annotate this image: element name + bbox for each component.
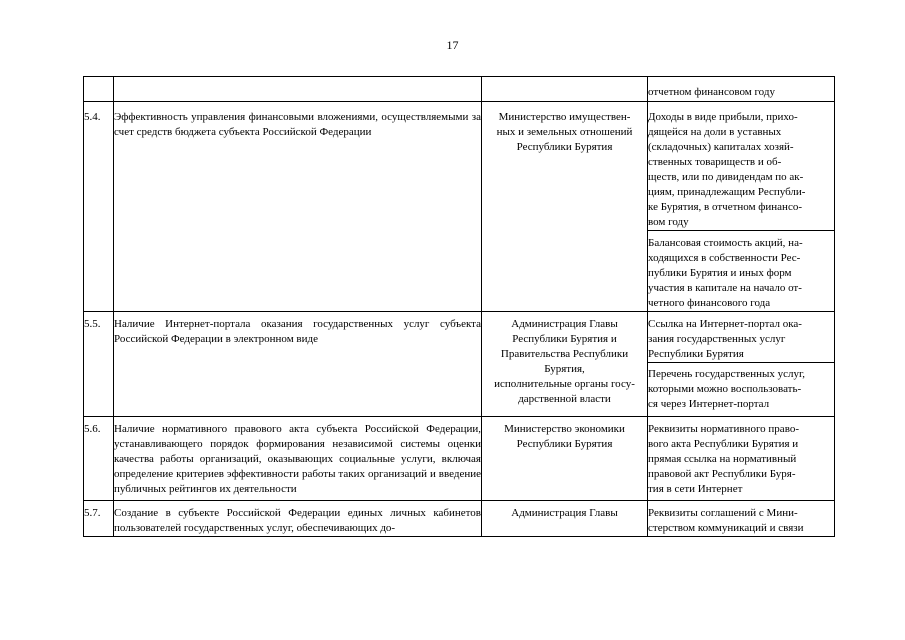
indicators-table [83, 76, 835, 537]
table-row [84, 77, 835, 102]
table-row [84, 102, 835, 231]
indicator-name-cell: Создание в субъекте Российской Федерации единых личных кабинетов пользователей государственных услуг, обеспечивающих до- [114, 501, 482, 537]
indicator-value-cell [648, 417, 835, 501]
indicator-line: вом году [648, 216, 689, 228]
indicator-line: отчетном финансовом году [648, 86, 775, 98]
responsible-org-cell [482, 102, 648, 312]
indicator-line: дящейся на доли в уставных [648, 126, 782, 138]
indicator-value-cell [648, 77, 835, 102]
org-line: дарственной власти [518, 393, 611, 405]
indicator-line: вого акта Республики Бурятия и [648, 438, 799, 450]
indicator-line: (складочных) капиталах хозяй- [648, 141, 794, 153]
indicator-line: стерством коммуникаций и связи [648, 522, 804, 534]
indicator-value-cell [648, 312, 835, 363]
page-number: 17 [446, 38, 459, 52]
indicator-name-cell [114, 77, 482, 102]
org-line: Бурятия, [544, 363, 585, 375]
org-line: Администрация Главы [511, 507, 618, 519]
row-number-cell: 5.5. [84, 312, 114, 417]
org-line: исполнительные органы госу- [494, 378, 635, 390]
indicator-line: прямая ссылка на нормативный [648, 453, 797, 465]
row-number-cell: 5.6. [84, 417, 114, 501]
indicator-value-cell [648, 102, 835, 231]
indicator-line: ке Бурятия, в отчетном финансо- [648, 201, 802, 213]
indicator-line: публики Бурятия и иных форм [648, 267, 792, 279]
indicator-line: Ссылка на Интернет-портал ока- [648, 318, 802, 330]
org-line: Министерство имуществен- [498, 111, 631, 123]
indicator-line: которыми можно воспользовать- [648, 383, 802, 395]
indicator-name-cell: Наличие Интернет-портала оказания государственных услуг субъекта Российской Федерации в электронном виде [114, 312, 482, 417]
org-line: Правительства Республики [500, 348, 629, 360]
org-line: Республики Бурятия и [512, 333, 617, 345]
indicator-line: ся через Интернет-портал [648, 398, 770, 410]
org-line: Администрация Главы [511, 318, 618, 330]
indicator-line: Балансовая стоимость акций, на- [648, 237, 803, 249]
indicator-line: правовой акт Республики Буря- [648, 468, 796, 480]
org-line: Министерство экономики [504, 423, 625, 435]
indicator-line: ществ, или по дивидендам по ак- [648, 171, 804, 183]
indicator-line: циям, принадлежащим Республи- [648, 186, 806, 198]
indicator-line: Республики Бурятия [648, 348, 744, 360]
indicator-line: Реквизиты нормативного право- [648, 423, 799, 435]
indicator-name-cell: Эффективность управления финансовыми вложениями, осуществляемыми за счет средств бюджета субъекта Российской Федерации [114, 102, 482, 312]
org-line: ных и земельных отношений [496, 126, 633, 138]
indicator-value-cell [648, 231, 835, 312]
indicator-line: четного финансового года [648, 297, 771, 309]
org-line: Республики Бурятия [516, 438, 613, 450]
org-line: Республики Бурятия [516, 141, 613, 153]
indicator-line: Реквизиты соглашений с Мини- [648, 507, 798, 519]
row-number-cell: 5.7. [84, 501, 114, 537]
indicator-line: Доходы в виде прибыли, прихо- [648, 111, 798, 123]
indicator-name-cell: Наличие нормативного правового акта субъекта Российской Федерации, устанавливающего порядок формирования независимой системы оценки качества работы организаций, оказывающих социальные услуги, включая определение критериев эффективности работы таких организаций и введение публичных рейтингов их деятельности [114, 417, 482, 501]
table-row [84, 417, 835, 501]
indicator-value-cell [648, 363, 835, 417]
indicator-line: участия в капитале на начало от- [648, 282, 802, 294]
indicator-line: Перечень государственных услуг, [648, 368, 806, 380]
responsible-org-cell [482, 417, 648, 501]
indicator-line: зания государственных услуг [648, 333, 786, 345]
table-row [84, 501, 835, 537]
indicator-line: ственных товариществ и об- [648, 156, 782, 168]
responsible-org-cell [482, 312, 648, 417]
responsible-org-cell [482, 501, 648, 537]
table-row [84, 312, 835, 363]
row-number-cell [84, 77, 114, 102]
indicator-line: тия в сети Интернет [648, 483, 743, 495]
indicator-value-cell [648, 501, 835, 537]
indicator-line: ходящихся в собственности Рес- [648, 252, 801, 264]
row-number-cell: 5.4. [84, 102, 114, 312]
responsible-org-cell [482, 77, 648, 102]
